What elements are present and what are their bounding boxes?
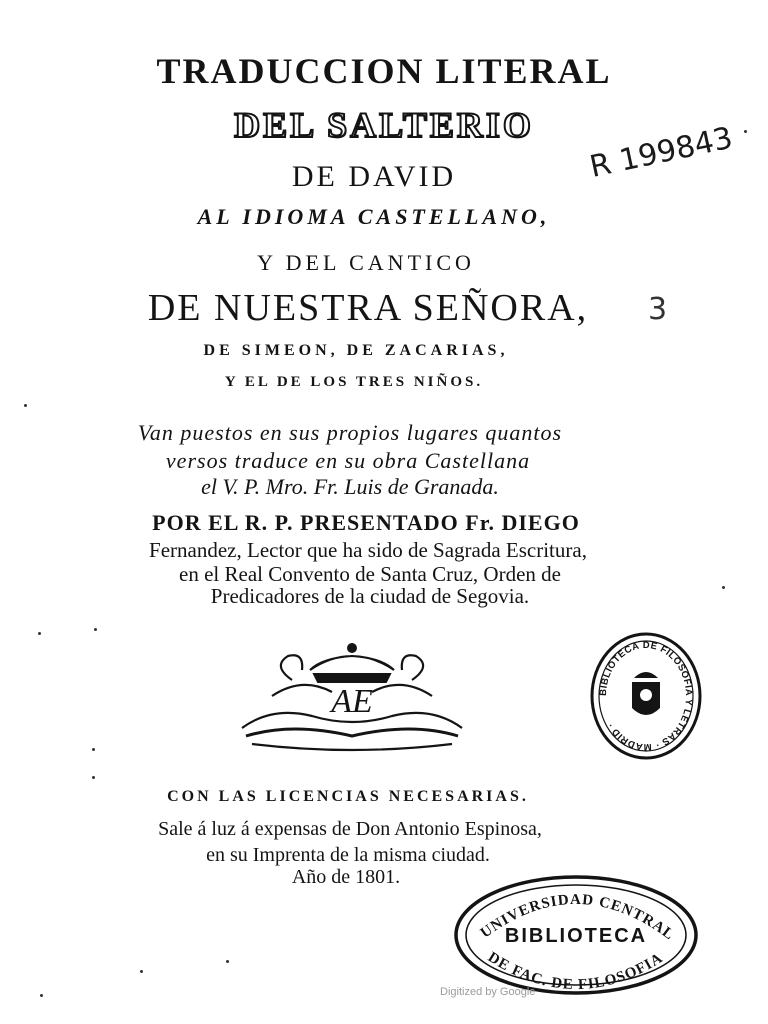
speck (24, 404, 27, 407)
author-line-2: Fernandez, Lector que ha sido de Sagrada Escritura, (149, 538, 587, 562)
oval-stamp-top-text: UNIVERSIDAD CENTRAL (477, 891, 678, 944)
printer-ornament (232, 636, 472, 756)
title-line-8: Y EL DE LOS TRES NIÑOS. (224, 374, 484, 390)
speck (744, 130, 747, 133)
margin-mark: 3 (648, 292, 668, 327)
speck (40, 994, 43, 997)
title-line-4: AL IDIOMA CASTELLANO, (197, 204, 551, 229)
author-line-3: en el Real Convento de Santa Cruz, Orden de (179, 562, 561, 586)
title-line-5: Y DEL CANTICO (257, 250, 475, 275)
handwritten-shelfmark: R 199843 (586, 120, 736, 185)
speck (140, 970, 143, 973)
speck (226, 960, 229, 963)
imprint-line-2: Sale á luz á expensas de Don Antonio Espinosa, (158, 818, 542, 840)
speck (38, 632, 41, 635)
speck (94, 628, 97, 631)
imprint-line-3: en su Imprenta de la misma ciudad. (206, 844, 490, 866)
coat-of-arms-icon (632, 672, 660, 715)
title-line-7: DE SIMEON, DE ZACARIAS, (203, 342, 509, 359)
ornament-monogram: AE (331, 683, 373, 720)
author-line-1: POR EL R. P. PRESENTADO Fr. DIEGO (152, 510, 580, 535)
library-stamp-oval (452, 872, 700, 998)
oval-stamp-center-text: BIBLIOTECA (504, 925, 648, 947)
title-line-1: TRADUCCION LITERAL (156, 51, 612, 91)
imprint-line-1: CON LAS LICENCIAS NECESARIAS. (167, 788, 529, 805)
speck (92, 748, 95, 751)
note-line-1: Van puestos en sus propios lugares quantos (137, 420, 563, 445)
library-stamp-round (588, 630, 704, 762)
speck (722, 586, 725, 589)
title-line-2: DEL SALTERIO (234, 105, 534, 145)
crown-icon (310, 644, 394, 682)
note-line-3: el V. P. Mro. Fr. Luis de Granada. (201, 474, 499, 499)
round-stamp-text: BIBLIOTECA DE FILOSOFIA Y LETRAS · MADRID · (597, 639, 695, 753)
note-line-2: versos traduce en su obra Castellana (165, 448, 531, 473)
speck (92, 776, 95, 779)
title-line-6: DE NUESTRA SEÑORA, (147, 287, 589, 329)
title-line-3: DE DAVID (291, 160, 457, 193)
oval-stamp-bottom-text: DE FAC. DE FILOSOFIA (484, 949, 667, 994)
imprint-line-4: Año de 1801. (291, 866, 401, 888)
author-line-4: Predicadores de la ciudad de Segovia. (210, 584, 530, 608)
digitized-watermark: Digitized by Google (440, 986, 536, 998)
